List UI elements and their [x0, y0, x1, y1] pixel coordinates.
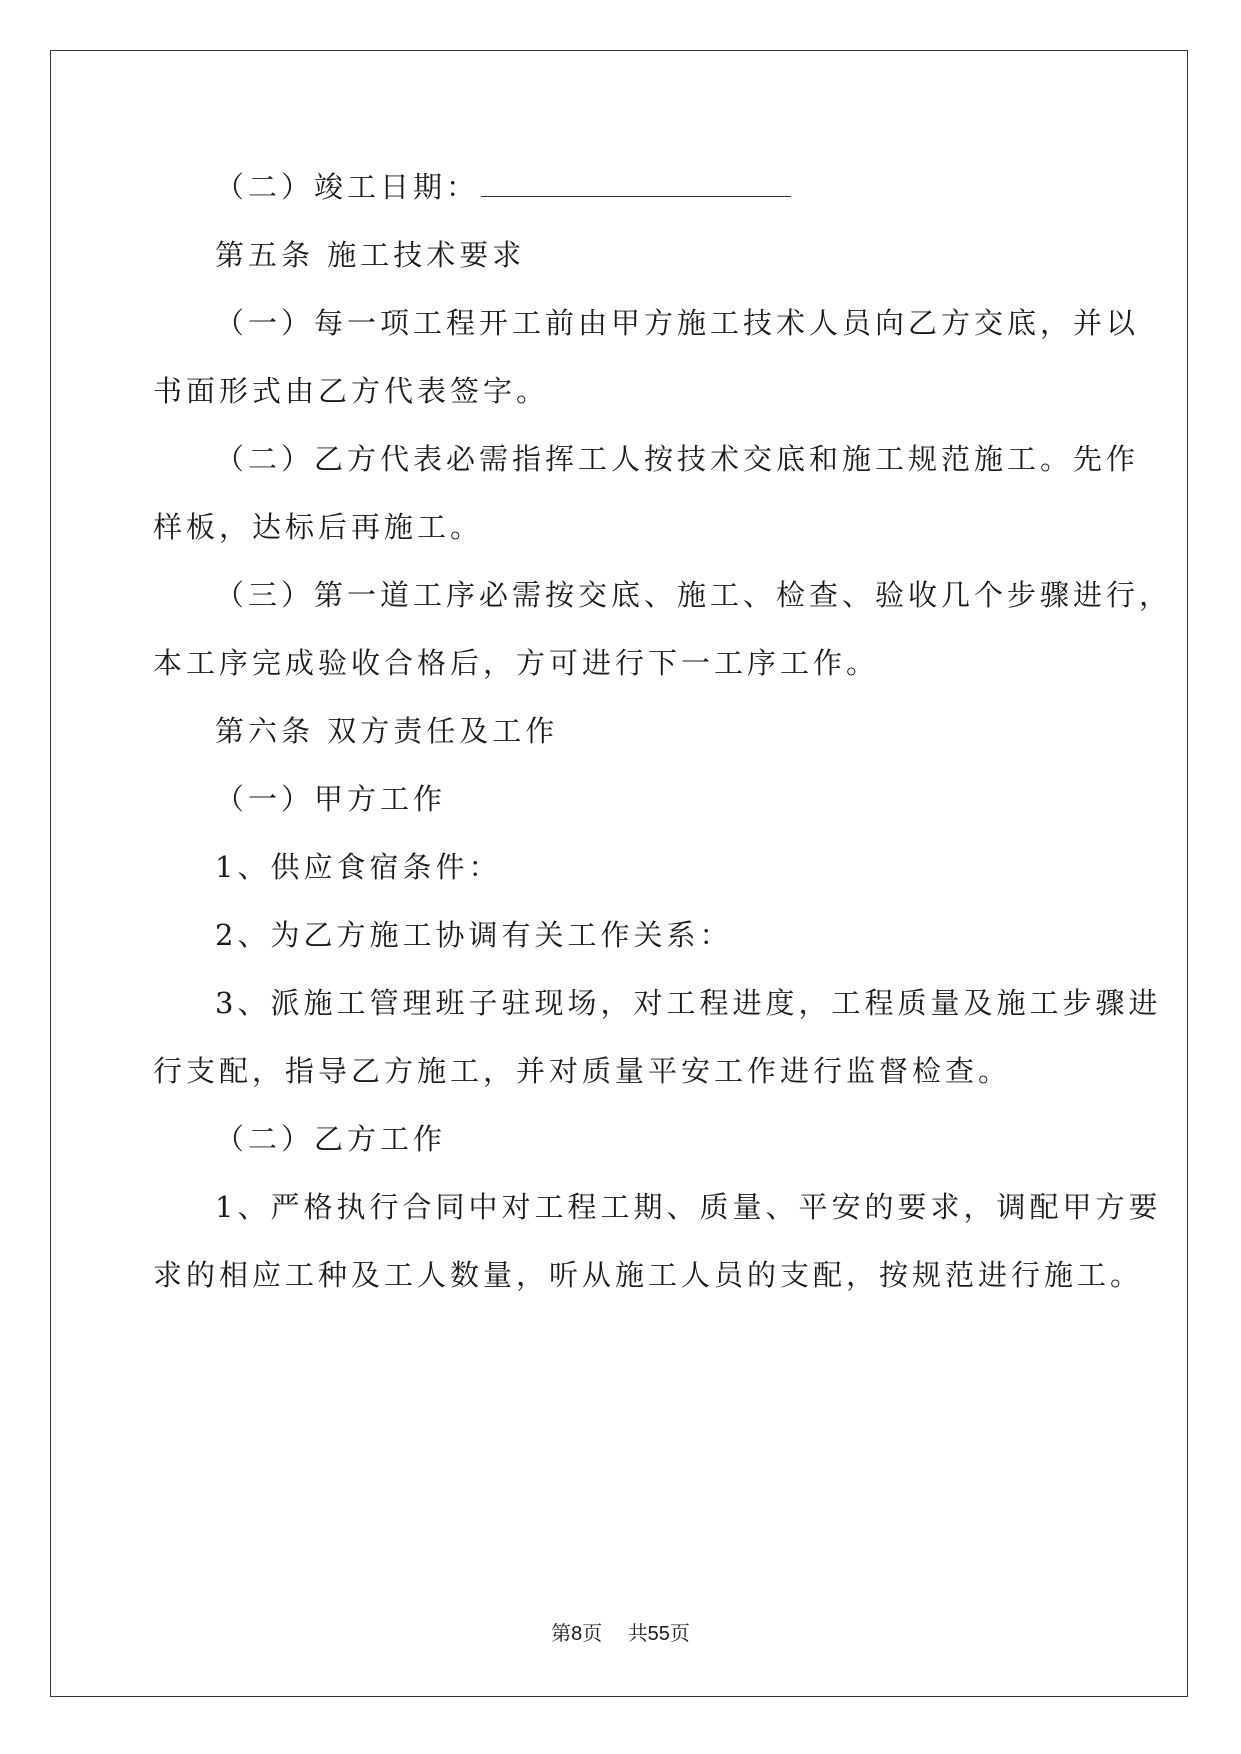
- completion-date-line: [215, 167, 791, 207]
- paragraph-line: （一）每一项工程开工前由甲方施工技术人员向乙方交底，并以: [215, 306, 1140, 340]
- page-footer: [0, 1617, 1241, 1646]
- page-prefix: 第: [551, 1621, 572, 1645]
- section-heading-party-a: （一）甲方工作: [215, 782, 447, 816]
- paragraph-line: 本工序完成验收合格后，方可进行下一工序工作。: [153, 646, 880, 680]
- list-item: 3、派施工管理班子驻现场，对工程进度，工程质量及施工步骤进: [215, 986, 1162, 1020]
- list-item: 1、供应食宿条件：: [215, 850, 502, 884]
- paragraph-line: （三）第一道工序必需按交底、施工、检查、验收几个步骤进行，: [215, 578, 1173, 612]
- completion-date-label: （二）竣工日期：: [215, 170, 480, 204]
- completion-date-blank: [481, 168, 791, 197]
- paragraph-line: （二）乙方代表必需指挥工人按技术交底和施工规范施工。先作: [215, 442, 1140, 476]
- list-item: 2、为乙方施工协调有关工作关系：: [215, 918, 733, 952]
- paragraph-line: 书面形式由乙方代表签字。: [153, 374, 550, 408]
- list-item-continuation: 行支配，指导乙方施工，并对质量平安工作进行监督检查。: [153, 1054, 1012, 1088]
- list-item: 1、严格执行合同中对工程工期、质量、平安的要求，调配甲方要: [215, 1190, 1162, 1224]
- paragraph-line: 样板，达标后再施工。: [153, 510, 484, 544]
- total-suffix: 页: [669, 1621, 690, 1645]
- list-item-continuation: 求的相应工种及工人数量，听从施工人员的支配，按规范进行施工。: [153, 1258, 1144, 1292]
- article-5-heading: 第五条 施工技术要求: [215, 238, 526, 272]
- total-pages: 55: [647, 1623, 670, 1645]
- section-heading-party-b: （二）乙方工作: [215, 1122, 447, 1156]
- page-number: 8: [571, 1623, 583, 1645]
- page-suffix: 页: [582, 1621, 603, 1645]
- total-prefix: 共: [627, 1621, 648, 1645]
- article-6-heading: 第六条 双方责任及工作: [215, 714, 559, 748]
